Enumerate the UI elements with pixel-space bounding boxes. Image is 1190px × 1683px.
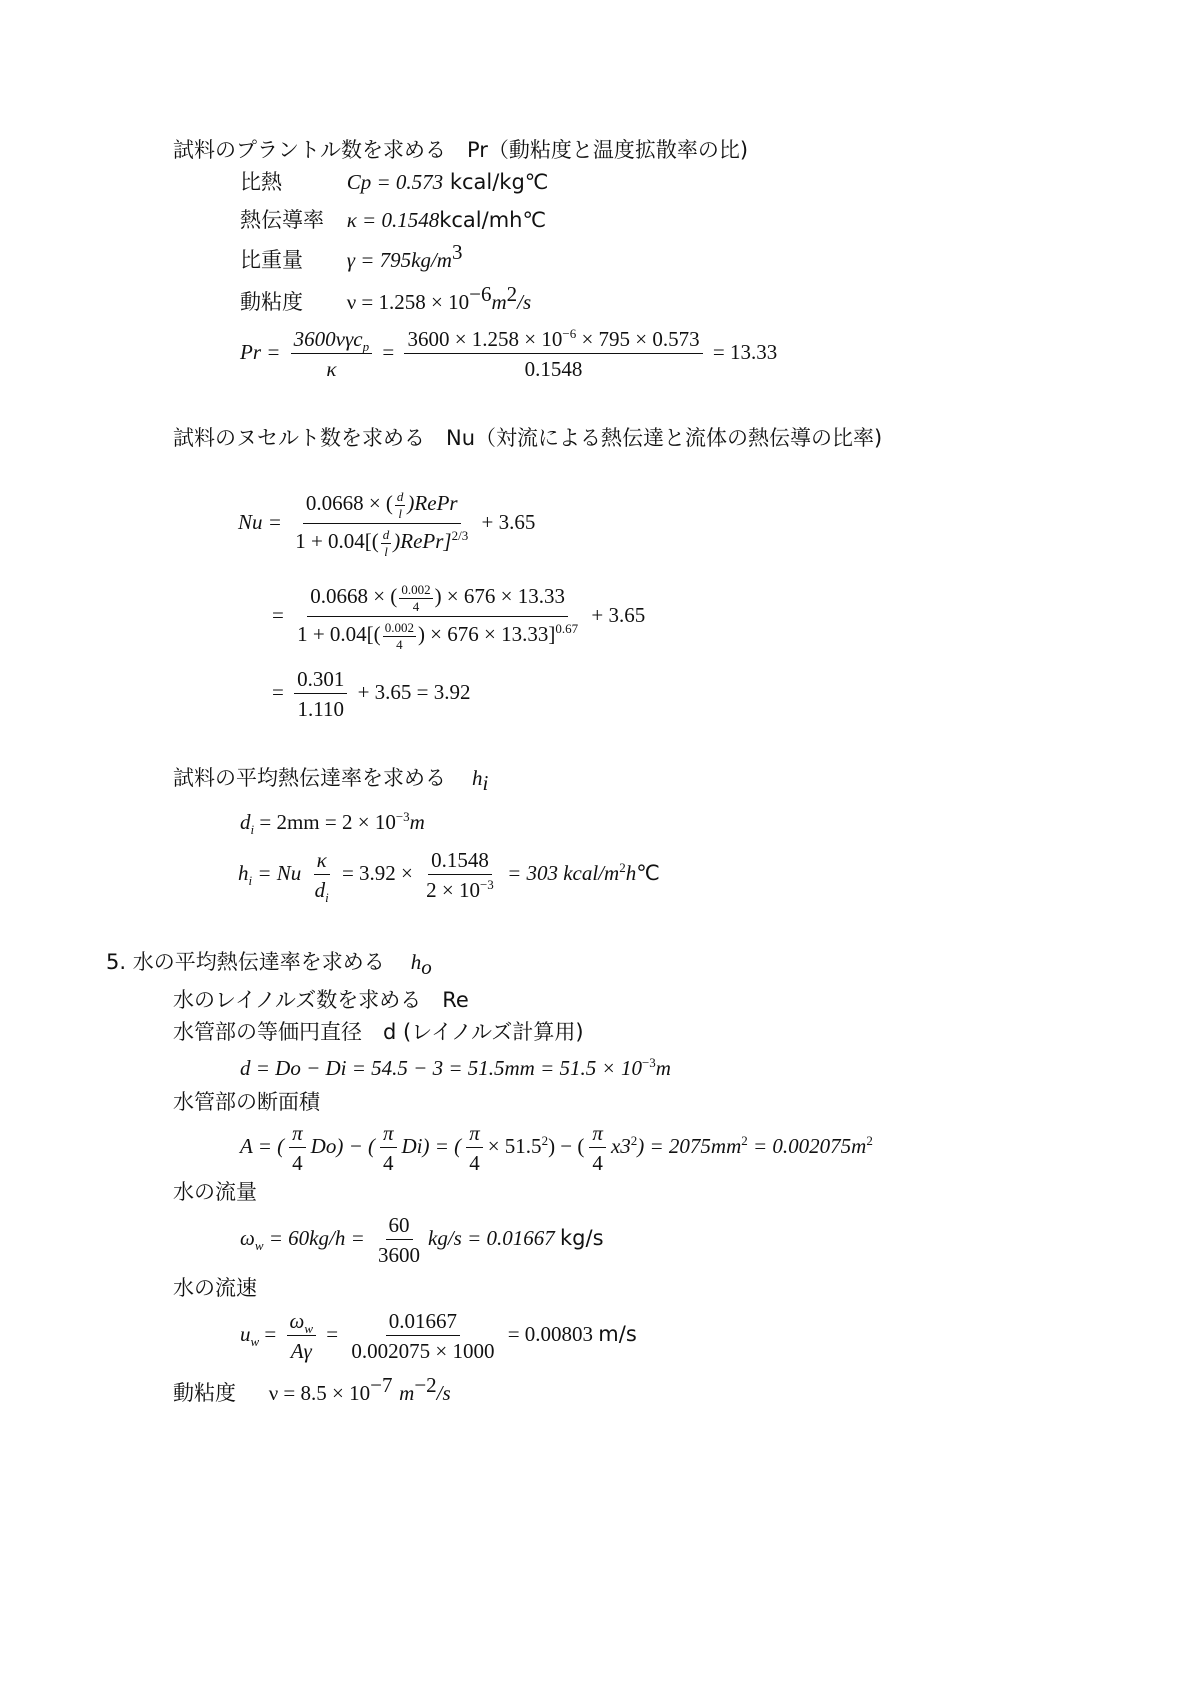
pr-heading: 試料のプラントル数を求める Pr（動粘度と温度拡散率の比) [173, 138, 749, 162]
s5-heading: 5. 水の平均熱伝達率を求める [106, 950, 385, 974]
area-t1: Do) − ( [310, 1133, 375, 1158]
hi-result-exp: 2 [619, 859, 626, 875]
nu-visc-expr: ν = 1.258 × 10 [346, 290, 470, 314]
hi-lhs: h [238, 860, 249, 885]
hi-result: = 303 kcal/m [507, 860, 620, 885]
visc-expr: ν = 8.5 × 10 [268, 1381, 371, 1405]
visc-unit: m [399, 1381, 415, 1405]
velocity-equation [240, 1310, 637, 1362]
pr-mid-den: 0.1548 [524, 357, 583, 382]
nu-fraction-2 [294, 583, 581, 652]
hi-heading-sub: i [482, 771, 489, 796]
hi-f-den-sub: i [325, 890, 329, 906]
area-t3-exp: 2 [541, 1132, 549, 1148]
flow-lhs-sub: w [254, 1238, 264, 1254]
area-frac-2: $\frac{\pi}{4}$ [380, 1122, 397, 1174]
nu-f2-den-small-frac: $\frac{0.002}{4}$ [384, 620, 414, 652]
k-expr: κ = 0.1548 [346, 208, 440, 232]
nu-visc-line [240, 282, 532, 314]
nu-f2-num-a: 0.0668 × ( [310, 583, 398, 608]
nu-heading: 試料のヌセルト数を求める Nu（対流による熱伝達と流体の熱伝導の比率) [173, 426, 883, 450]
nu-lhs: Nu = [238, 510, 282, 535]
nu-fraction-3 [294, 668, 347, 720]
area-t2: Di) = ( [401, 1133, 462, 1158]
flow-unit: kg/s [560, 1225, 604, 1250]
flow-fraction [375, 1214, 423, 1266]
area-t7-exp: 2 [866, 1132, 873, 1148]
hi-lhs-sub: i [248, 873, 253, 889]
nu-visc-unit-tail: /s [517, 290, 532, 314]
gamma-expr: γ = 795kg/m [346, 248, 452, 272]
cp-unit: kcal/kg℃ [449, 170, 549, 194]
pr-fraction-symbolic [291, 328, 372, 380]
d-heading: 水管部の等価円直径 d (レイノルズ計算用) [173, 1020, 584, 1044]
nu-eq-2: = [272, 603, 284, 628]
s5-heading-line [106, 950, 432, 980]
nu-equation-1 [238, 490, 535, 559]
pr-mid-num-tail: × 795 × 0.573 [581, 327, 700, 351]
di-tail: m [409, 810, 425, 834]
hi-f2-den: 2 × 10 [426, 878, 480, 903]
nu-visc-exp: −6 [469, 282, 492, 306]
nu-f1-num-a: 0.0668 × ( [305, 490, 393, 515]
nu-eq-3: = [272, 679, 284, 704]
nu-f2-small-frac: $\frac{0.002}{4}$ [401, 582, 431, 614]
flow-expr: = 60kg/h = [268, 1225, 365, 1250]
hi-result-unit: ℃ [636, 860, 660, 885]
hi-f-num: κ [314, 849, 330, 875]
pr-den: κ [326, 357, 337, 382]
pr-result: = 13.33 [712, 339, 778, 364]
area-t5: x3 [610, 1133, 631, 1158]
nu-f3-num: 0.301 [294, 668, 347, 694]
nu-f2-tail: + 3.65 [591, 603, 646, 628]
pr-mid-num-exp: −6 [562, 326, 577, 341]
flow-lhs: ω [240, 1225, 255, 1250]
gamma-exp: 3 [451, 240, 463, 264]
area-equation [240, 1122, 873, 1174]
d-exp: −3 [641, 1055, 656, 1070]
k-label: 熱伝導率 [240, 208, 324, 232]
ho-symbol: h [410, 950, 422, 974]
di-rest: = 2mm = 2 × 10 [259, 810, 396, 834]
velocity-lhs-sub: w [250, 1334, 260, 1350]
nu-f3-den: 1.110 [297, 697, 344, 722]
di-exp: −3 [395, 809, 410, 824]
nu-equation-2 [272, 583, 645, 652]
nu-f2-den-b: ) × 676 × 13.33] [417, 622, 556, 647]
nu-f2-den-exp: 0.67 [555, 621, 579, 637]
gamma-line [240, 240, 463, 272]
d-tail: m [655, 1056, 671, 1080]
hi-heading-line [173, 766, 489, 796]
visc-unit-tail: /s [436, 1381, 451, 1405]
area-frac-4: $\frac{\pi}{4}$ [589, 1122, 606, 1174]
area-frac-3: $\frac{\pi}{4}$ [466, 1122, 483, 1174]
velocity-f1-num-sub: w [304, 1321, 314, 1337]
velocity-f2-num: 0.01667 [386, 1310, 460, 1336]
visc-unit-exp: −2 [414, 1373, 437, 1397]
hi-equation [238, 848, 660, 906]
nu-f1-small-frac: $\frac{d}{l}$ [396, 489, 404, 521]
nu-f1-tail: + 3.65 [481, 510, 536, 535]
velocity-heading: 水の流速 [173, 1276, 257, 1300]
flow-f-den: 3600 [378, 1243, 420, 1268]
area-t5-exp: 2 [630, 1132, 638, 1148]
velocity-fraction-1 [287, 1310, 317, 1362]
cp-line [240, 172, 548, 193]
flow-equation [240, 1214, 604, 1266]
area-t3: × 51.5 [487, 1133, 542, 1158]
flow-tail: kg/s = 0.01667 [428, 1225, 555, 1250]
cp-expr: Cp = 0.573 [346, 170, 444, 194]
area-lhs: A = ( [240, 1133, 285, 1158]
visc-exp: −7 [370, 1373, 393, 1397]
k-unit: kcal/mh℃ [439, 208, 547, 232]
pr-lhs: Pr = [240, 339, 281, 364]
hi-f-den: d [314, 878, 326, 903]
velocity-lhs: u [240, 1321, 251, 1346]
nu-equation-3 [272, 668, 471, 720]
hi-heading-symbol: h [472, 766, 483, 790]
nu-f1-den-b: )RePr] [393, 529, 452, 554]
visc-label: 動粘度 [173, 1381, 236, 1405]
nu-f1-den-a: 1 + 0.04[( [295, 529, 379, 554]
hi-heading: 試料の平均熱伝達率を求める [173, 766, 446, 790]
flow-f-num: 60 [386, 1214, 413, 1240]
nu-f1-num-b: )RePr [407, 490, 458, 515]
pr-mid-num: 3600 × 1.258 × 10 [407, 327, 563, 351]
hi-f2-den-exp: −3 [479, 877, 494, 893]
re-heading: 水のレイノルズ数を求める Re [173, 988, 469, 1012]
area-t7: = 0.002075m [753, 1133, 867, 1158]
gamma-label: 比重量 [240, 248, 303, 272]
area-frac-1: $\frac{\pi}{4}$ [289, 1122, 306, 1174]
nu-f1-den-exp: 2/3 [451, 528, 469, 544]
velocity-f2-den: 0.002075 × 1000 [351, 1339, 495, 1364]
hi-mid: = 3.92 × [341, 860, 413, 885]
velocity-eq-1: = [264, 1321, 277, 1346]
hi-fraction-1 [312, 848, 332, 906]
pr-num: 3600νγc [293, 327, 363, 351]
cp-label: 比熱 [240, 170, 282, 194]
visc-line [173, 1373, 451, 1405]
nu-fraction-1 [292, 490, 471, 559]
nu-visc-unit-exp: 2 [506, 282, 518, 306]
d-expr: d = Do − Di = 54.5 − 3 = 51.5mm = 51.5 × 10 [240, 1056, 642, 1080]
velocity-unit: m/s [598, 1321, 637, 1346]
velocity-eq-2: = [326, 1321, 339, 1346]
velocity-f1-num: ω [289, 1309, 305, 1333]
hi-fraction-2 [423, 849, 497, 901]
pr-equation: Pr = $\frac{3600\nu\gamma c_p}{\kappa}$ = $\frac{3600 \times 1.258 \times 10^{-6} \times 795 \times 0.573}{0.1548}$ = 13.33 [240, 326, 778, 382]
k-line [240, 210, 546, 231]
nu-visc-label: 動粘度 [240, 290, 303, 314]
area-heading: 水管部の断面積 [173, 1090, 320, 1114]
flow-heading: 水の流量 [173, 1180, 257, 1204]
di-expr: d [240, 810, 251, 834]
velocity-f1-den: Aγ [290, 1339, 312, 1364]
velocity-result: = 0.00803 [507, 1321, 594, 1346]
velocity-fraction-2 [348, 1310, 497, 1362]
pr-num-sub: p [362, 339, 370, 355]
nu-visc-unit: m [491, 290, 507, 314]
area-t4: ) − ( [548, 1133, 585, 1158]
nu-f2-num-b: ) × 676 × 13.33 [434, 583, 565, 608]
area-t6: ) = 2075mm [637, 1133, 742, 1158]
ho-sub: o [421, 955, 432, 980]
pr-fraction-numeric [404, 328, 702, 380]
nu-f3-tail: + 3.65 = 3.92 [357, 679, 471, 704]
hi-eq: = Nu [257, 860, 302, 885]
area-t6-exp: 2 [741, 1132, 748, 1148]
hi-result-tail: h [625, 860, 637, 885]
nu-f1-den-small-frac: $\frac{d}{l}$ [382, 527, 390, 559]
nu-f2-den-a: 1 + 0.04[( [297, 622, 381, 647]
di-sub: i [250, 822, 255, 838]
hi-f2-num: 0.1548 [428, 849, 492, 875]
di-line [240, 809, 425, 838]
d-equation [240, 1055, 671, 1080]
